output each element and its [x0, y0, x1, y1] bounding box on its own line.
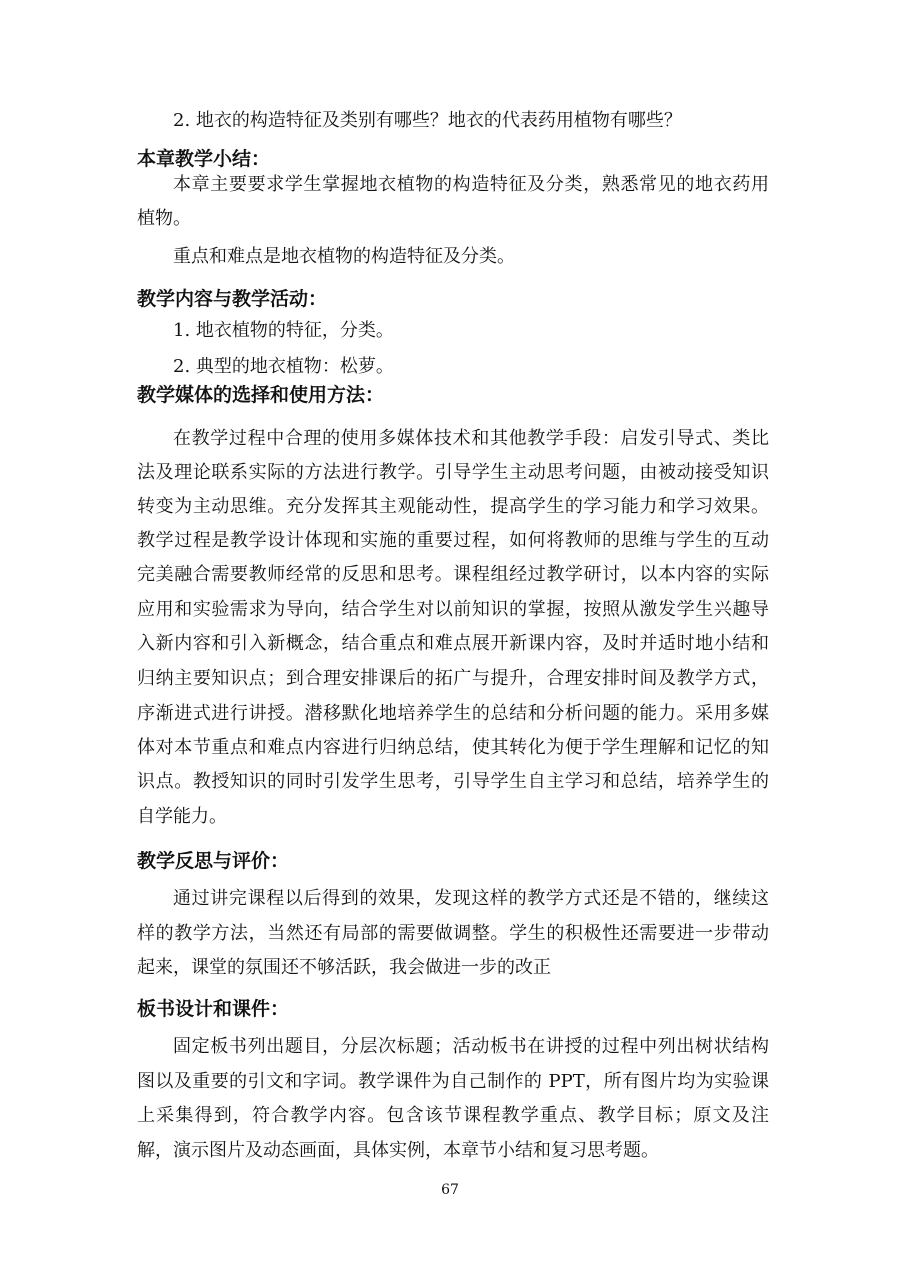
section-heading-content: 教学内容与教学活动： [137, 288, 328, 310]
media-line-1: 在教学过程中合理的使用多媒体技术和其他教学手段：启发引导式、类比 [173, 428, 769, 449]
media-line-4: 教学过程是教学设计体现和实施的重要过程，如何将教师的思维与学生的互动 [137, 530, 769, 551]
media-line-8: 归纳主要知识点；到合理安排课后的拓广与提升，合理安排时间及教学方式， [137, 668, 769, 689]
reflection-line-2: 样的教学方法，当然还有局部的需要做调整。学生的积极性还需要进一步带动 [137, 923, 769, 944]
summary-line-2: 植物。 [137, 208, 191, 229]
reflection-line-1: 通过讲完课程以后得到的效果，发现这样的教学方式还是不错的，继续这 [173, 888, 769, 909]
media-line-2: 法及理论联系实际的方法进行教学。引导学生主动思考问题，由被动接受知识 [137, 462, 769, 483]
page-number: 67 [441, 1182, 459, 1198]
summary-line-1: 本章主要要求学生掌握地衣植物的构造特征及分类，熟悉常见的地衣药用 [173, 174, 769, 195]
reflection-line-3: 起来，课堂的氛围还不够活跃，我会做进一步的改正 [137, 957, 551, 978]
review-question-2: 2. 地衣的构造特征及类别有哪些？地衣的代表药用植物有哪些？ [173, 110, 682, 131]
content-item-2: 2. 典型的地衣植物：松萝。 [173, 356, 394, 377]
media-line-5: 完美融合需要教师经常的反思和思考。课程组经过教学研讨，以本内容的实际 [137, 564, 769, 585]
board-line-1: 固定板书列出题目，分层次标题；活动板书在讲授的过程中列出树状结构 [173, 1036, 769, 1057]
section-heading-reflection: 教学反思与评价： [137, 850, 290, 872]
content-item-1: 1. 地衣植物的特征，分类。 [173, 320, 394, 341]
media-line-6: 应用和实验需求为导向，结合学生对以前知识的掌握，按照从激发学生兴趣导 [137, 599, 769, 620]
media-line-10: 体对本节重点和难点内容进行归纳总结，使其转化为便于学生理解和记忆的知 [137, 737, 769, 758]
media-line-12: 自学能力。 [137, 806, 227, 827]
section-heading-media: 教学媒体的选择和使用方法： [137, 384, 385, 406]
media-line-9: 序渐进式进行讲授。潜移默化地培养学生的总结和分析问题的能力。采用多媒 [137, 703, 769, 724]
board-line-3: 上采集得到，符合教学内容。包含该节课程教学重点、教学目标；原文及注 [137, 1105, 769, 1126]
media-line-11: 识点。教授知识的同时引发学生思考，引导学生自主学习和总结，培养学生的 [137, 771, 769, 792]
section-heading-summary: 本章教学小结： [137, 148, 271, 170]
media-line-7: 入新内容和引入新概念，结合重点和难点展开新课内容，及时并适时地小结和 [137, 633, 769, 654]
board-line-2: 图以及重要的引文和字词。教学课件为自己制作的 PPT，所有图片均为实验课 [137, 1071, 769, 1092]
board-line-4: 解，演示图片及动态画面，具体实例，本章节小结和复习思考题。 [137, 1140, 659, 1161]
section-heading-board: 板书设计和课件： [137, 998, 290, 1020]
summary-line-3: 重点和难点是地衣植物的构造特征及分类。 [173, 246, 515, 267]
media-line-3: 转变为主动思维。充分发挥其主观能动性，提高学生的学习能力和学习效果。 [137, 496, 769, 517]
